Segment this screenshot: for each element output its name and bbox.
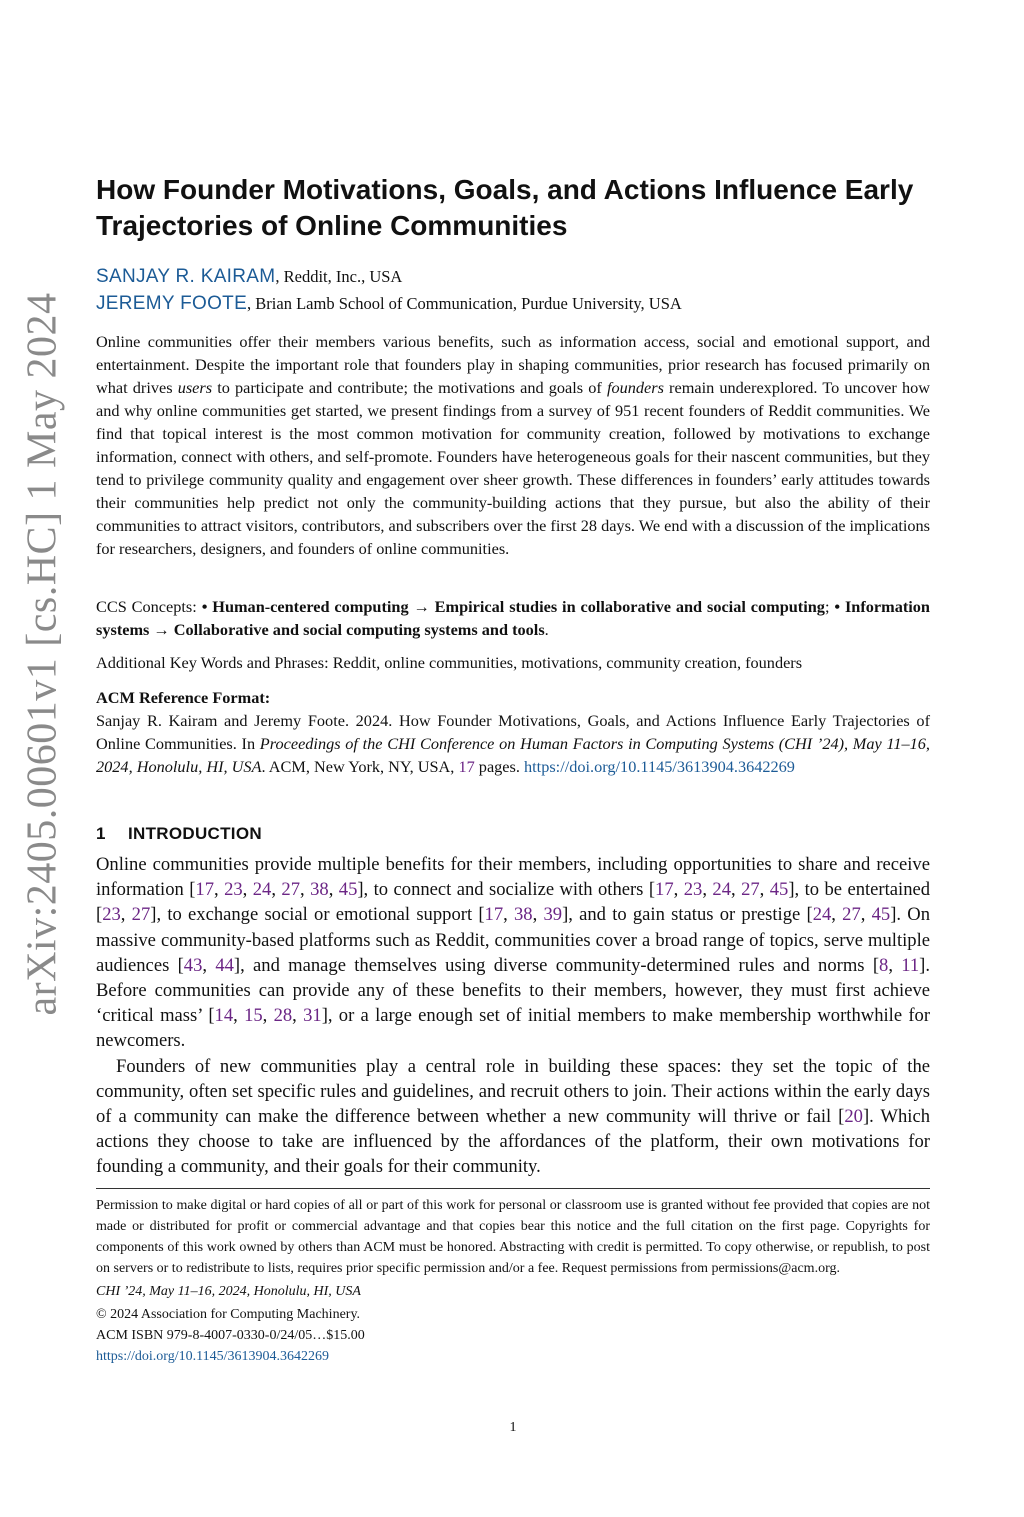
introduction-body xyxy=(96,852,930,1180)
citation-link[interactable]: 27 xyxy=(281,879,301,901)
citation-link[interactable]: 38 xyxy=(310,879,329,901)
body-text-run: , xyxy=(233,1005,245,1027)
conference-venue: CHI ’24, May 11–16, 2024, Honolulu, HI, USA xyxy=(96,1284,361,1299)
reference-text: . ACM, New York, NY, USA, xyxy=(261,757,459,776)
reference-text: pages. xyxy=(474,757,525,776)
footnote-block xyxy=(96,1195,930,1367)
citation-link[interactable]: 23 xyxy=(224,879,243,901)
reference-venue: Proceedings of the CHI Conference on Human Factors in Computing Systems (CHI ’24), May 11–16, 2024, Honolulu, HI, USA xyxy=(96,734,930,776)
ccs-label: CCS Concepts: xyxy=(96,597,202,616)
reference-doi-link[interactable]: https://doi.org/10.1145/3613904.3642269 xyxy=(524,757,795,776)
body-text-run: , xyxy=(831,904,843,926)
citation-link[interactable]: 31 xyxy=(303,1005,322,1027)
citation-link[interactable]: 8 xyxy=(879,954,889,976)
body-text-run: , xyxy=(271,879,282,901)
acm-reference-format xyxy=(96,686,930,778)
body-text-run: , xyxy=(202,954,216,976)
body-text-run: Online communities provide multiple benefits for their members, including opportunities to share and receive information [ xyxy=(96,854,930,901)
abstract-text: Online communities offer their members various benefits, such as information access, social and emotional support, and entertainment. Despite the important role that founders play in shaping communities, prior research has focused primarily on what drives xyxy=(96,332,930,397)
body-text-run: , xyxy=(328,879,339,901)
citation-link[interactable]: 15 xyxy=(244,1005,263,1027)
section-title: INTRODUCTION xyxy=(128,824,262,843)
body-text-run: ]. Which actions they choose to take are influenced by the affordances of the platform, their own motivations for founding a community, and their goals for their community. xyxy=(96,1106,930,1178)
intro-paragraph xyxy=(96,1054,930,1180)
author-list xyxy=(96,263,930,317)
citation-link[interactable]: 24 xyxy=(812,904,832,926)
body-text-run: Founders of new communities play a central role in building these spaces: they set the topic of the community, often set specific rules and guidelines, and recruit others to join. Their actions within the early days of a community can make the difference between whether a new community will thrive or fail [ xyxy=(96,1055,930,1128)
ccs-end: . xyxy=(544,620,549,639)
reference-heading: ACM Reference Format: xyxy=(96,688,271,707)
author-name-link[interactable]: SANJAY R. KAIRAM xyxy=(96,266,276,287)
author-affiliation: , Reddit, Inc., USA xyxy=(275,267,403,286)
citation-link[interactable]: 27 xyxy=(741,879,760,901)
citation-link[interactable]: 11 xyxy=(901,954,920,976)
body-text-run: ], to be entertained [ xyxy=(96,879,931,926)
citation-link[interactable]: 38 xyxy=(514,904,533,926)
body-text-run: , xyxy=(888,954,902,976)
citation-link[interactable]: 44 xyxy=(215,954,234,976)
paper-title: How Founder Motivations, Goals, and Actions Influence Early Trajectories of Online Communities xyxy=(96,174,914,241)
body-text-run: ], to connect and socialize with others [ xyxy=(357,879,656,901)
author-entry xyxy=(96,290,930,317)
isbn: ACM ISBN 979-8-4007-0330-0/24/05…$15.00 xyxy=(96,1328,365,1343)
citation-link[interactable]: 45 xyxy=(871,904,891,926)
author-affiliation: , Brian Lamb School of Communication, Purdue University, USA xyxy=(247,294,682,313)
body-text-run: ], or a large enough set of initial members to make membership worthwhile for newcomers. xyxy=(96,1005,931,1052)
citation-link[interactable]: 24 xyxy=(712,879,731,901)
citation-link[interactable]: 27 xyxy=(131,904,151,926)
citation-link[interactable]: 24 xyxy=(252,879,272,901)
body-text-run: , xyxy=(242,879,253,901)
body-text-run: ], to exchange social or emotional support [ xyxy=(150,904,485,926)
arxiv-stamp-text: arXiv:2405.00601v1 [cs.HC] 1 May 2024 xyxy=(20,292,66,1016)
citation-link[interactable]: 14 xyxy=(214,1005,234,1027)
citation-link[interactable]: 45 xyxy=(769,879,789,901)
author-entry xyxy=(96,263,930,290)
body-text-run: , xyxy=(292,1005,304,1027)
body-text-run: ]. On massive community-based platforms such as Reddit, communities cover a broad range of topics, serve multiple audiences [ xyxy=(96,904,931,976)
body-text-run: , xyxy=(300,879,311,901)
citation-link[interactable]: 20 xyxy=(844,1106,863,1128)
intro-paragraph xyxy=(96,852,930,1054)
body-text-run: ], and manage themselves using diverse community-determined rules and norms [ xyxy=(233,954,880,976)
page-number: 1 xyxy=(509,1420,517,1435)
citation-link[interactable]: 39 xyxy=(543,904,563,926)
reference-pages-link[interactable]: 17 xyxy=(458,757,475,776)
citation-link[interactable]: 17 xyxy=(195,879,214,901)
abstract-emphasis: founders xyxy=(606,378,664,397)
citation-link[interactable]: 43 xyxy=(183,954,203,976)
reference-text: Sanjay R. Kairam and Jeremy Foote. 2024. How Founder Motivations, Goals, and Actions Influence Early Trajectories of Online Communities. In xyxy=(96,711,930,753)
footnote-divider xyxy=(96,1188,930,1189)
body-text-run: , xyxy=(120,904,132,926)
citation-link[interactable]: 28 xyxy=(273,1005,293,1027)
section-number: 1 xyxy=(96,824,106,843)
body-text-run: , xyxy=(702,879,713,901)
abstract xyxy=(96,330,930,560)
abstract-text: remain underexplored. To uncover how and why online communities get started, we present findings from a survey of 951 recent founders of Reddit communities. We find that topical interest is the most common motivation for community creation, followed by motivations to exchange information, connect with others, and self-promote. Founders have heterogeneous goals for their nascent communities, but they tend to privilege community quality and engagement over sheer growth. These differences in founders’ early attitudes towards their communities help predict not only the community-building actions that they pursue, but also the ability of their communities to attract visitors, contributors, and subscribers over the first 28 days. We end with a discussion of the implications for researchers, designers, and founders of online communities. xyxy=(96,378,931,558)
author-name-link[interactable]: JEREMY FOOTE xyxy=(96,293,248,314)
citation-link[interactable]: 27 xyxy=(842,904,861,926)
copyright-notice: © 2024 Association for Computing Machinery. xyxy=(96,1307,361,1322)
abstract-emphasis: users xyxy=(177,378,213,397)
keywords: Additional Key Words and Phrases: Reddit, online communities, motivations, community creation, founders xyxy=(96,653,803,672)
body-text-run: , xyxy=(503,904,514,926)
citation-link[interactable]: 23 xyxy=(102,904,121,926)
ccs-concept: • Human-centered computing → Empirical studies in collaborative and social computing xyxy=(201,597,825,616)
permission-notice: Permission to make digital or hard copies of all or part of this work for personal or classroom use is granted without fee provided that copies are not made or distributed for profit or commercial advantage and that copies bear this notice and the full citation on the first page. Copyrights for components of this work owned by others than ACM must be honored. Abstracting with credit is permitted. To copy otherwise, or republish, to post on servers or to redistribute to lists, requires prior specific permission and/or a fee. Request permissions from permissions@acm.org. xyxy=(96,1198,930,1276)
ccs-separator: ; xyxy=(824,597,835,616)
body-text-run: , xyxy=(673,879,684,901)
citation-link[interactable]: 17 xyxy=(484,904,504,926)
body-text-run: , xyxy=(860,904,872,926)
abstract-text: to participate and contribute; the motivations and goals of xyxy=(212,378,607,397)
citation-link[interactable]: 23 xyxy=(683,879,703,901)
section-heading xyxy=(96,822,930,846)
ccs-concept: • Information systems → Collaborative and social computing systems and tools xyxy=(96,597,930,639)
arxiv-stamp xyxy=(10,288,76,1020)
ccs-concepts xyxy=(96,595,930,641)
citation-link[interactable]: 45 xyxy=(338,879,358,901)
doi-link[interactable]: https://doi.org/10.1145/3613904.3642269 xyxy=(96,1349,329,1364)
body-text-run: ]. Before communities can provide any of these benefits to their members, however, they must first achieve ‘critical mass’ [ xyxy=(96,954,930,1027)
body-text-run: , xyxy=(214,879,225,901)
body-text-run: , xyxy=(262,1005,274,1027)
body-text-run: ], and to gain status or prestige [ xyxy=(562,904,813,926)
citation-link[interactable]: 17 xyxy=(655,879,674,901)
body-text-run: , xyxy=(730,879,742,901)
body-text-run: , xyxy=(532,904,544,926)
body-text-run: , xyxy=(759,879,770,901)
